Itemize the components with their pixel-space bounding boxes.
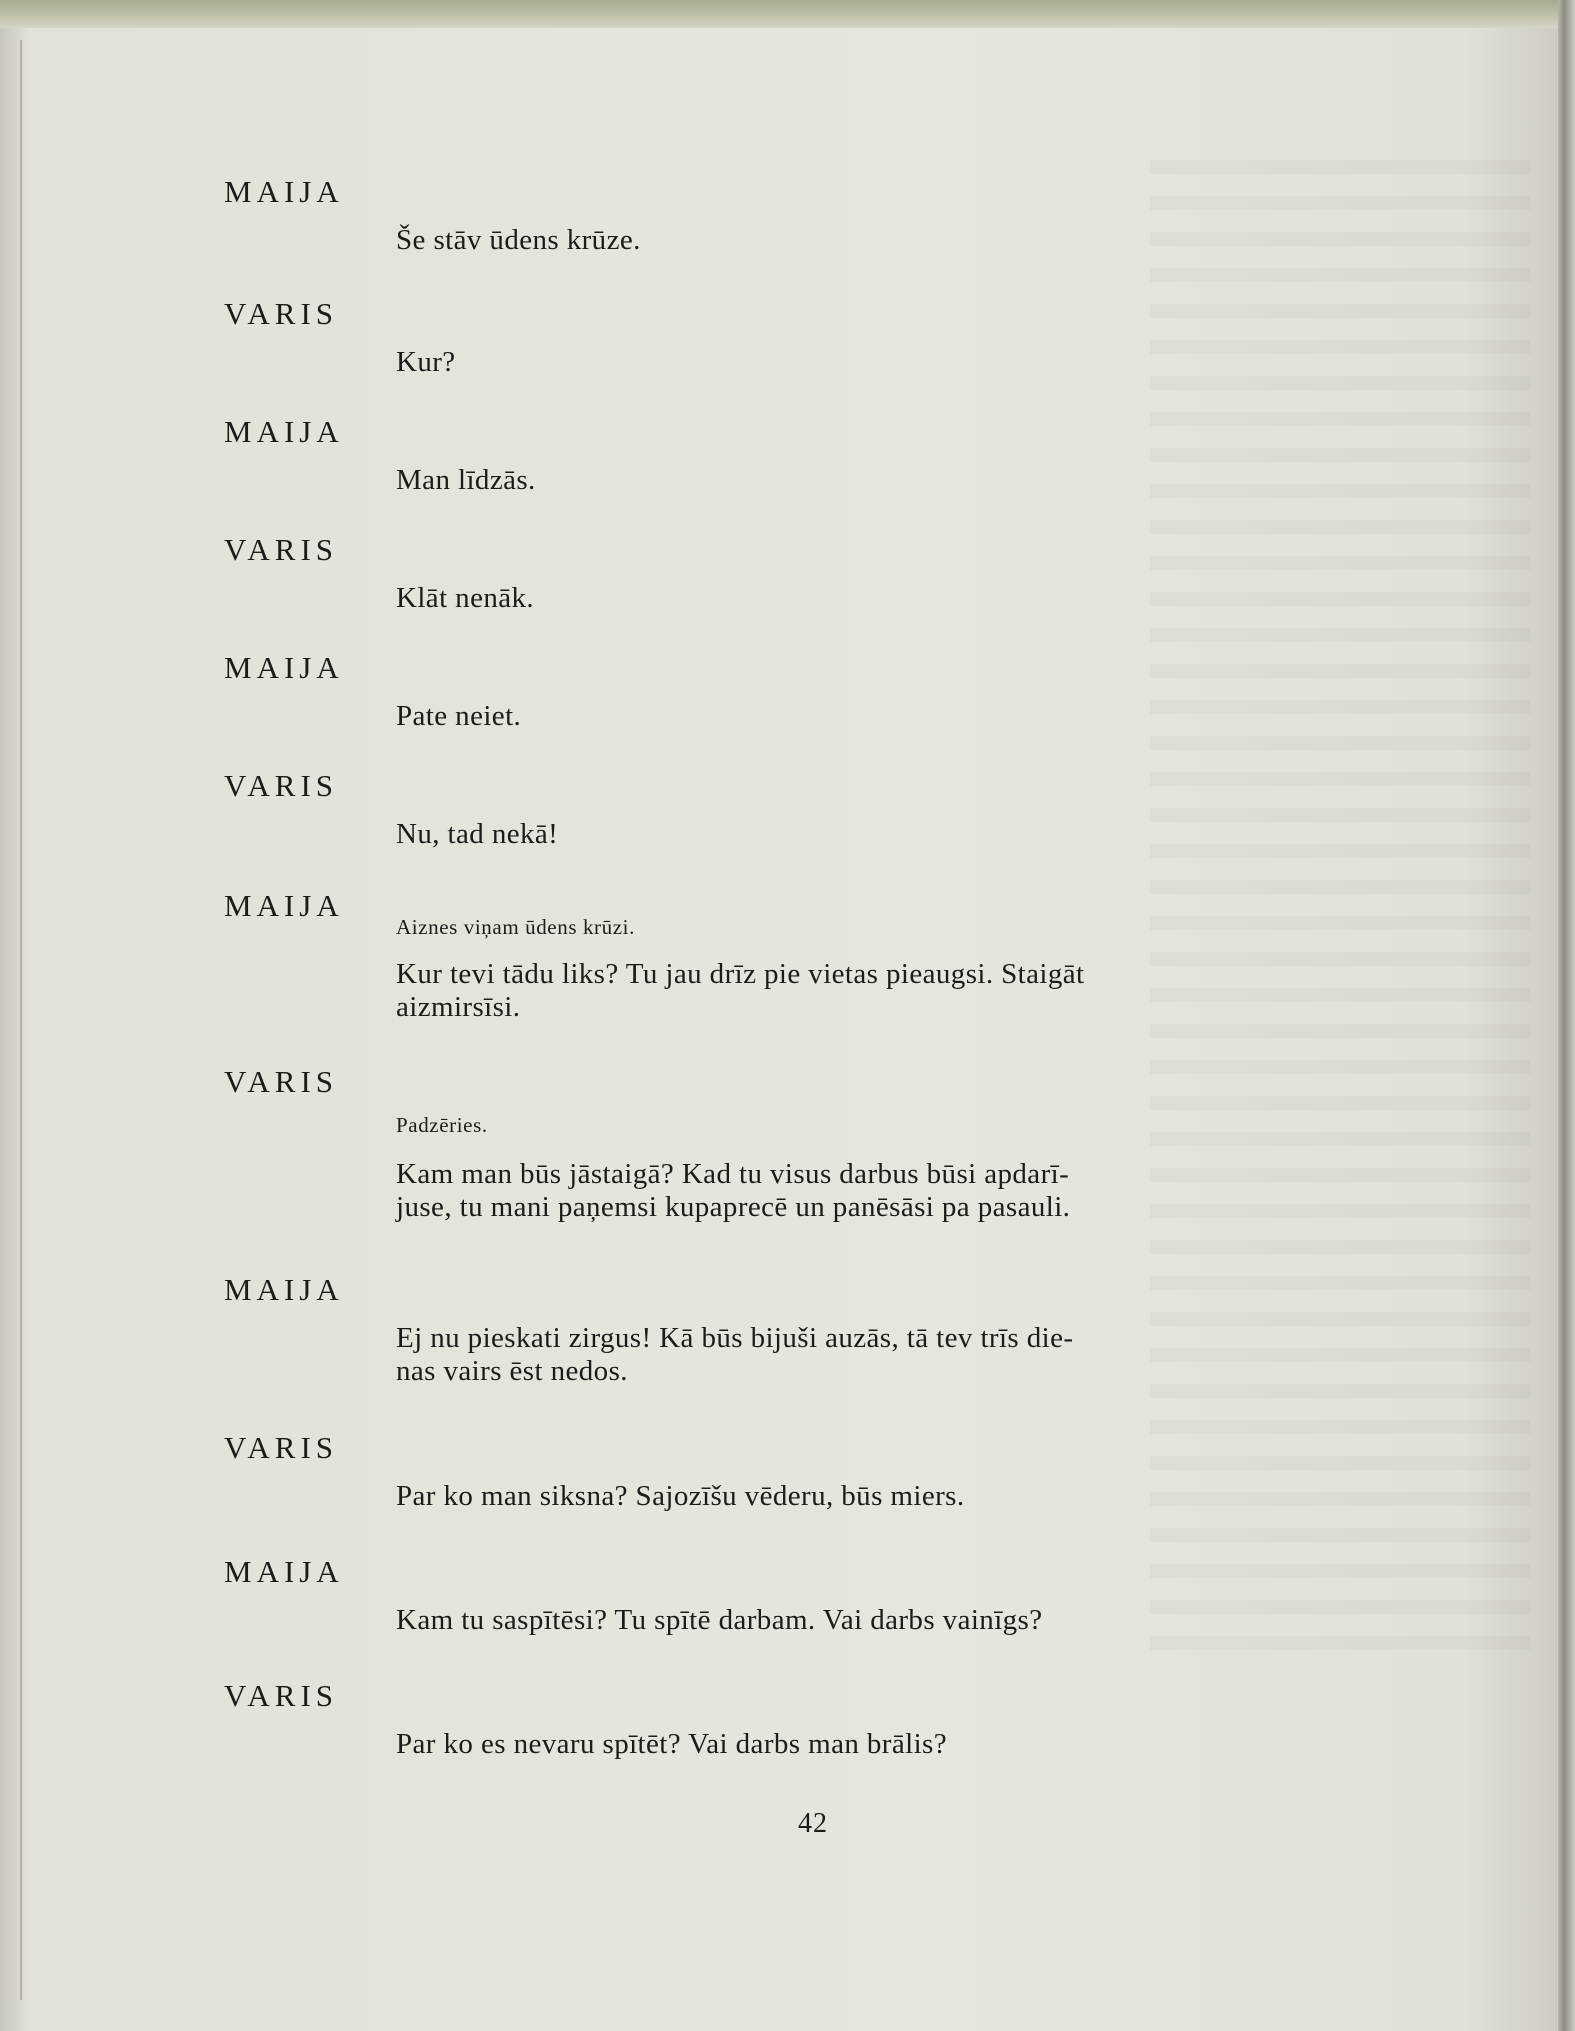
- dialogue-line: Pate neiet.: [396, 700, 522, 732]
- dialogue-line: Nu, tad nekā!: [396, 818, 559, 850]
- dialogue-line: juse, tu mani paņemsi kupaprecē un panēsāsi pa pasauli.: [396, 1191, 1071, 1223]
- dialogue-line: Kam tu saspītēsi? Tu spītē darbam. Vai darbs vainīgs?: [396, 1604, 1043, 1636]
- page-number: 42: [798, 1808, 828, 1839]
- dialogue-line: Man līdzās.: [396, 464, 536, 496]
- dialogue-line: Par ko es nevaru spītēt? Vai darbs man brālis?: [396, 1728, 947, 1760]
- dialogue-entry: [224, 1062, 1404, 1270]
- dialogue-entry: [224, 294, 1404, 412]
- dialogue-entry: [224, 1552, 1404, 1676]
- speaker-name: VARIS: [224, 296, 339, 331]
- dialogue-entry: [224, 648, 1404, 766]
- dialogue-entry: [224, 530, 1404, 648]
- book-spine-edge: [1558, 0, 1575, 2031]
- page-left-edge: [20, 40, 22, 2000]
- dialogue-line: nas vairs ēst nedos.: [396, 1355, 628, 1387]
- dialogue-entry: [224, 766, 1404, 886]
- dialogue-line: Kur tevi tādu liks? Tu jau drīz pie vietas pieaugsi. Staigāt: [396, 958, 1085, 990]
- dialogue-line: Kur?: [396, 346, 456, 378]
- dialogue: [224, 172, 1404, 1796]
- dialogue-line: Ej nu pieskati zirgus! Kā būs bijuši auzās, tā tev trīs die-: [396, 1322, 1074, 1354]
- speaker-name: MAIJA: [224, 888, 344, 923]
- stage-direction: Aiznes viņam ūdens krūzi.: [396, 915, 635, 939]
- speaker-name: VARIS: [224, 1064, 339, 1099]
- dialogue-line: Klāt nenāk.: [396, 582, 535, 614]
- dialogue-entry: [224, 1270, 1404, 1428]
- dialogue-entry: [224, 172, 1404, 294]
- speaker-name: MAIJA: [224, 1272, 344, 1307]
- speaker-name: VARIS: [224, 532, 339, 567]
- stage-direction: Padzēries.: [396, 1113, 488, 1137]
- dialogue-line: Par ko man siksna? Sajozīšu vēderu, būs miers.: [396, 1480, 965, 1512]
- speaker-name: VARIS: [224, 1678, 339, 1713]
- dialogue-entry: [224, 412, 1404, 530]
- dialogue-line: Kam man būs jāstaigā? Kad tu visus darbus būsi apdarī-: [396, 1158, 1070, 1190]
- dialogue-line: aizmirsīsi.: [396, 991, 521, 1023]
- speaker-name: VARIS: [224, 768, 339, 803]
- page-top-edge: [0, 0, 1575, 28]
- speaker-name: MAIJA: [224, 174, 344, 209]
- dialogue-entry: [224, 1428, 1404, 1552]
- speaker-name: VARIS: [224, 1430, 339, 1465]
- dialogue-line: Še stāv ūdens krūze.: [396, 224, 641, 256]
- speaker-name: MAIJA: [224, 414, 344, 449]
- dialogue-entry: [224, 886, 1404, 1062]
- dialogue-entry: [224, 1676, 1404, 1796]
- speaker-name: MAIJA: [224, 1554, 344, 1589]
- speaker-name: MAIJA: [224, 650, 344, 685]
